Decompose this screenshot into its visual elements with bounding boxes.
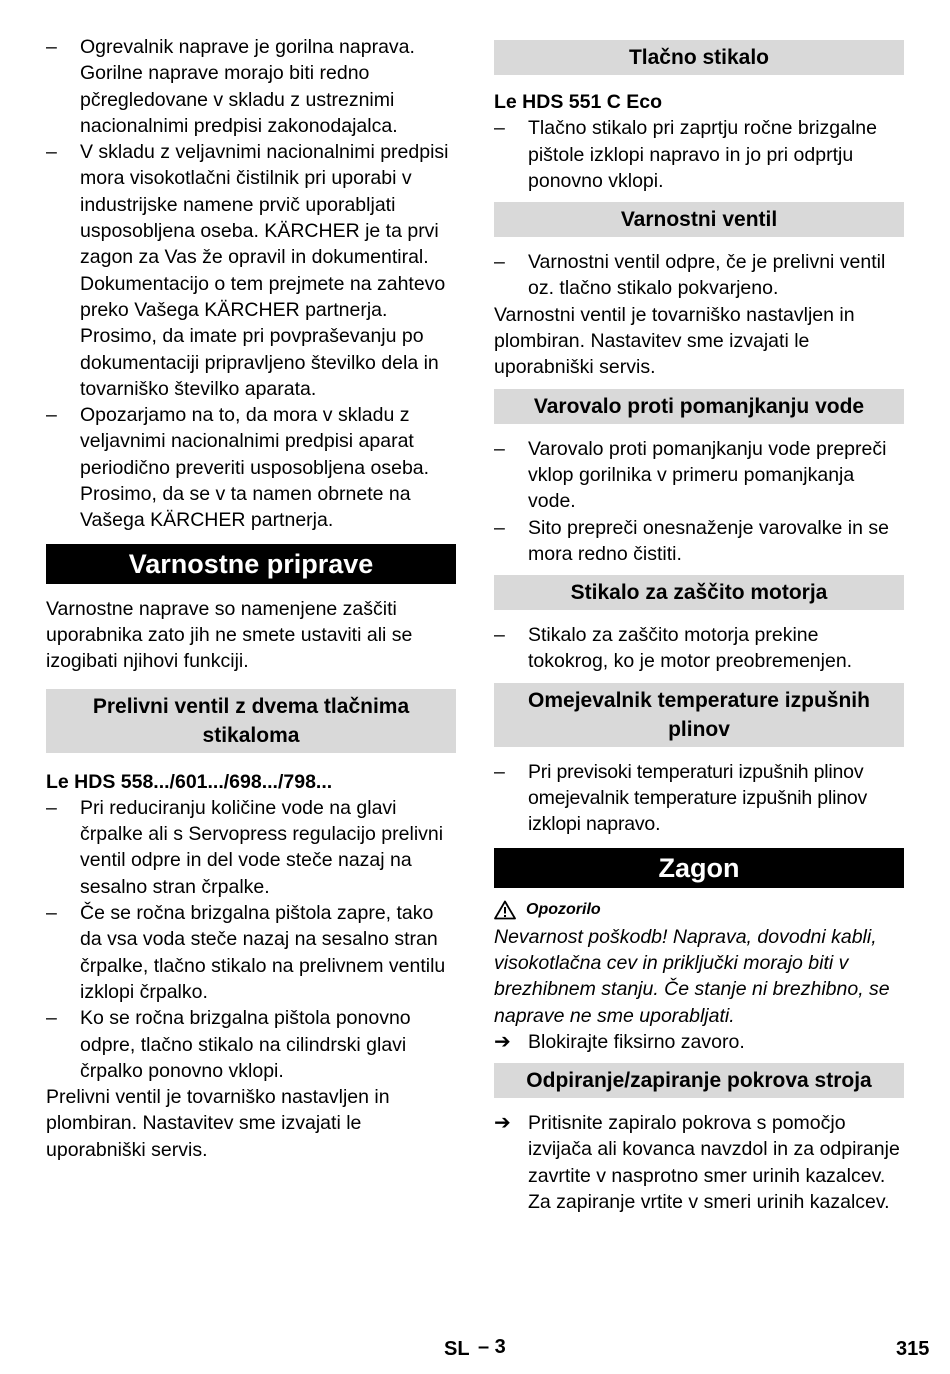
action-step: ➔ Pritisnite zapiralo pokrova s pomočjo izvijača ali kovanca navzdol in za odpiranje zavrtite v nasprotno smer urinih kazalcev. Za zapiranje vrtite v smeri urinih kazalcev. <box>494 1112 900 1214</box>
list-item: – Stikalo za zaščito motorja prekine tokokrog, ko je motor preobremenjen. <box>494 624 853 673</box>
warning-text: Nevarnost poškodb! Naprava, dovodni kabli, visokotlačna cev in priključki morajo biti v brezhibnem stanju. Če stanje ni brezhibno, se naprave ne sme uporabljati. <box>494 925 890 1027</box>
arrow-right-icon: ➔ <box>494 1112 511 1135</box>
list-item: – Varovalo proti pomanjkanju vode prepreči vklop gorilnika v primeru pomanjkanja vode. <box>494 437 887 513</box>
list-item: – Sito prepreči onesnaženje varovalke in se mora redno čistiti. <box>494 516 889 565</box>
dash-bullet: – <box>46 36 57 58</box>
section-heading-safety: Varnostne priprave <box>46 544 456 584</box>
footer-page-number: 315 <box>896 1338 930 1360</box>
list-item: – Ko se ročna brizgalna pištola ponovno odpre, tlačno stikalo na cilindrski glavi črpalko ponovno vklopi. <box>46 1007 411 1082</box>
footer-section-page: – 3 <box>478 1336 506 1358</box>
section-heading-start: Zagon <box>494 848 904 888</box>
model-note: Le HDS 551 C Eco <box>494 91 662 113</box>
list-item: – Pri previsoki temperaturi izpušnih plinov omejevalnik temperature izpušnih plinov izklopi napravo. <box>494 760 868 836</box>
dash-bullet: – <box>494 437 505 460</box>
subsection-heading-water-guard: Varovalo proti pomanjkanju vode <box>494 389 904 424</box>
subsection-heading-motor-switch: Stikalo za zaščito motorja <box>494 575 904 610</box>
model-note: Le HDS 558.../601.../698.../798... <box>46 770 333 793</box>
left-column <box>46 34 456 1163</box>
subsection-heading-exhaust-limiter: Omejevalnik temperature izpušnih plinov <box>494 683 904 747</box>
list-item: – Varnostni ventil odpre, če je prelivni ventil oz. tlačno stikalo pokvarjeno. <box>494 251 886 300</box>
dash-bullet: – <box>46 1007 57 1030</box>
list-item: – Če se ročna brizgalna pištola zapre, tako da vsa voda steče nazaj na sesalno stran črpalke, tlačno stikalo na prelivnem ventilu izklopi črpalko. <box>46 902 446 1003</box>
dash-bullet: – <box>494 251 505 274</box>
subsection-heading-pressure-switch: Tlačno stikalo <box>494 40 904 75</box>
action-step: ➔ Blokirajte fiksirno zavoro. <box>494 1029 904 1055</box>
overflow-paragraph: Prelivni ventil je tovarniško nastavljen in plombiran. Nastavitev sme izvajati le uporabniški servis. <box>46 1086 390 1161</box>
warning-title: Opozorilo <box>494 900 904 920</box>
dash-bullet: – <box>494 516 505 539</box>
right-column <box>494 34 904 1215</box>
subsection-heading-safety-valve: Varnostni ventil <box>494 202 904 237</box>
list-item: – Opozarjamo na to, da mora v skladu z veljavnimi nacionalnimi predpisi aparat periodično preveriti usposobljena oseba. Prosimo, da se v ta namen obrnete na Vašega KÄRCHER partnerja. <box>46 404 430 532</box>
warning-triangle-icon <box>494 900 516 920</box>
dash-bullet: – <box>46 902 57 925</box>
dash-bullet: – <box>46 404 57 427</box>
subsection-heading-overflow: Prelivni ventil z dvema tlačnima stikaloma <box>46 689 456 753</box>
list-item: – Pri reduciranju količine vode na glavi črpalke ali s Servopress regulacijo prelivni ventil odpre in del vode steče nazaj na sesalno stran črpalke. <box>46 796 444 898</box>
valve-paragraph: Varnostni ventil je tovarniško nastavljen in plombiran. Nastavitev sme izvajati le uporabniški servis. <box>494 303 855 379</box>
subsection-heading-cover: Odpiranje/zapiranje pokrova stroja <box>494 1063 904 1098</box>
list-item: – Ogrevalnik naprave je gorilna naprava. Gorilne naprave morajo biti redno pčregledovane v skladu z ustreznimi nacionalnimi predpisi zakonodajalca. <box>46 36 415 137</box>
list-item: – Tlačno stikalo pri zaprtju ročne brizgalne pištole izklopi napravo in jo pri odprtju ponovno vklopi. <box>494 117 878 192</box>
list-item: – V skladu z veljavnimi nacionalnimi predpisi mora visokotlačni čistilnik pri uporabi v industrijske namene prvič uporabljati usposobljena oseba. KÄRCHER je ta prvi zagon za Vas že opravil in dokumentiral. Dokumentacijo o tem prejmete na zahtevo preko Vašega KÄRCHER partnerja. Prosimo, da imate pri povpraševanju po dokumentaciji pripravljeno številko dela in tovarniško številko aparata. <box>46 141 449 400</box>
dash-bullet: – <box>494 760 505 783</box>
footer-language: SL <box>444 1338 470 1360</box>
dash-bullet: – <box>494 624 505 647</box>
dash-bullet: – <box>46 141 57 164</box>
dash-bullet: – <box>46 796 57 819</box>
arrow-right-icon: ➔ <box>494 1030 511 1053</box>
safety-paragraph: Varnostne naprave so namenjene zaščiti uporabnika zato jih ne smete ustaviti ali se izogibati njihovi funkciji. <box>46 597 413 673</box>
dash-bullet: – <box>494 117 505 140</box>
